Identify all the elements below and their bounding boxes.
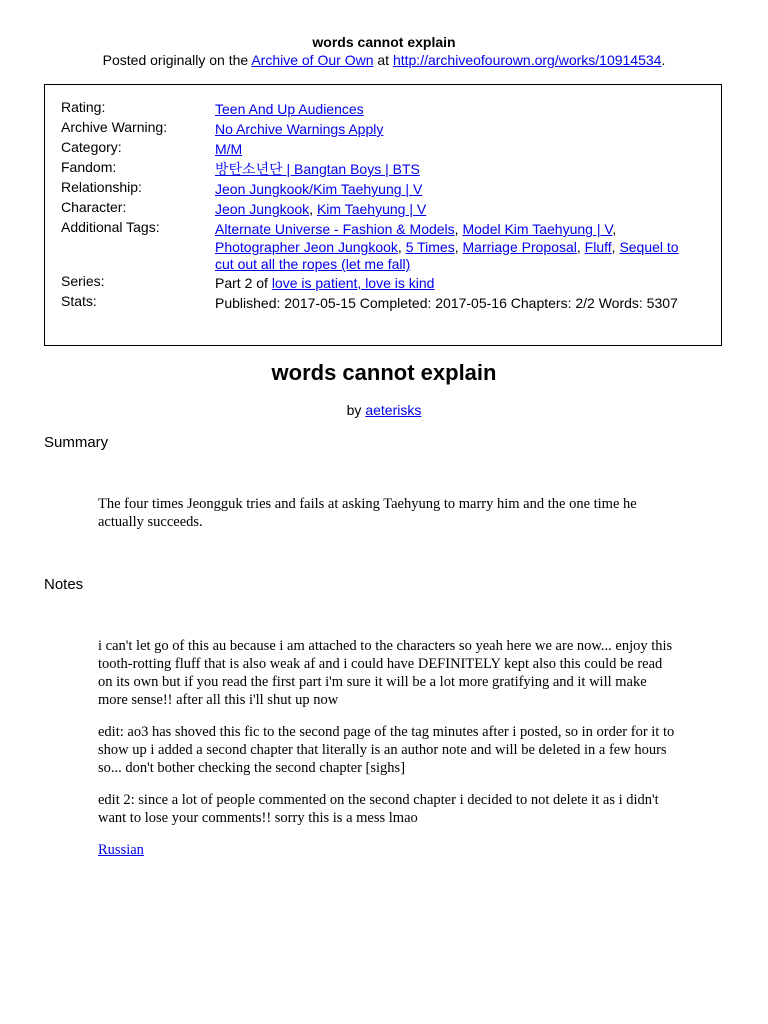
character-link-2[interactable]: Kim Taehyung | V	[316, 201, 427, 217]
relationship-label: Relationship:	[61, 179, 142, 195]
warning-link[interactable]: No Archive Warnings Apply	[215, 121, 384, 137]
russian-translation-link[interactable]: Russian	[98, 842, 144, 858]
fandom-link[interactable]: 방탄소년단 | Bangtan Boys | BTS	[215, 161, 420, 177]
notes-paragraph-2: edit: ao3 has shoved this fic to the second page of the tag minutes after i posted, so in order for it to show up i added a second chapter that literally is an author note and will be deleted in a few hours so... don't bother checking the second chapter [sighs]	[98, 724, 675, 776]
warning-label: Archive Warning:	[61, 119, 168, 135]
author-link[interactable]: aeterisks	[365, 402, 422, 418]
notes-paragraph-1: i can't let go of this au because i am attached to the characters so yeah here we are now... enjoy this tooth-rotting fluff that is also weak af and i could have DEFINITELY kept also this could be read on its own but if you read the first part i'm sure it will be a lot more gratifying and it will make more sense!! after all this i'll shut up now	[98, 638, 673, 708]
series-link[interactable]: love is patient, love is kind	[271, 275, 435, 291]
tags-label: Additional Tags:	[61, 219, 160, 235]
stats-label: Stats:	[61, 293, 97, 309]
document-header-title: words cannot explain	[312, 34, 456, 50]
tag-link-5[interactable]: Marriage Proposal	[462, 238, 577, 255]
archive-link[interactable]: Archive of Our Own	[251, 52, 374, 68]
posted-originally-line	[0, 52, 768, 68]
category-label: Category:	[61, 139, 122, 155]
fandom-label: Fandom:	[61, 159, 117, 175]
work-metadata-box: Rating: Teen And Up Audiences Archive Warning: No Archive Warnings Apply Category: M/M Fandom: 방탄소년단 | Bangtan Boys | BTS Relationship: Jeon Jungkook/Kim Taehyung | V Character: Jeon Jungkook, Kim Taehyung | V Additional Tags: Alternate Universe - Fashion & Models, Model Kim Taehyung | V, Photographer Jeon Jungkook, 5 Times, Marriage Proposal, Fluff, Sequel to cut out all the ropes (let me fall) Series: Part 2 of love is patient, love is kind Stats: Published: 2017-05-15 Completed: 2017-05-16 Chapters: 2/2 Words: 5307	[44, 84, 722, 346]
character-label: Character:	[61, 199, 127, 215]
notes-text	[98, 637, 678, 873]
tag-link-1[interactable]: Alternate Universe - Fashion & Models	[215, 221, 455, 237]
rating-label: Rating:	[61, 99, 106, 115]
rating-link[interactable]: Teen And Up Audiences	[215, 101, 364, 117]
relationship-link[interactable]: Jeon Jungkook/Kim Taehyung | V	[215, 181, 423, 197]
tag-link-2[interactable]: Model Kim Taehyung | V	[462, 221, 613, 237]
tag-link-7[interactable]: Sequel to cut out all the ropes (let me fall)	[215, 238, 679, 272]
summary-paragraph: The four times Jeongguk tries and fails at asking Taehyung to marry him and the one time he actually succeeds.	[98, 496, 637, 530]
tag-link-3[interactable]: Photographer Jeon Jungkook	[215, 238, 398, 255]
byline	[0, 402, 768, 418]
work-title: words cannot explain	[271, 360, 497, 385]
posted-at: at	[377, 52, 390, 68]
category-link[interactable]: M/M	[215, 141, 243, 157]
character-link-1[interactable]: Jeon Jungkook	[215, 201, 310, 217]
summary-heading: Summary	[44, 434, 109, 451]
tag-link-6[interactable]: Fluff	[584, 238, 612, 255]
series-prefix: Part 2 of	[215, 275, 268, 291]
tag-link-4[interactable]: 5 Times	[405, 238, 455, 255]
notes-heading: Notes	[44, 576, 84, 593]
series-label: Series:	[61, 273, 105, 289]
work-url-link[interactable]: http://archiveofourown.org/works/10914534	[392, 52, 662, 68]
notes-paragraph-3: edit 2: since a lot of people commented on the second chapter i decided to not delete it as i didn't want to lose your comments!! sorry this is a mess lmao	[98, 792, 659, 826]
posted-period: .	[661, 52, 666, 68]
byline-by: by	[346, 402, 362, 418]
stats-value: Published: 2017-05-15 Completed: 2017-05-16 Chapters: 2/2 Words: 5307	[215, 295, 678, 311]
summary-text	[98, 495, 678, 545]
posted-prefix: Posted originally on the	[102, 52, 249, 68]
